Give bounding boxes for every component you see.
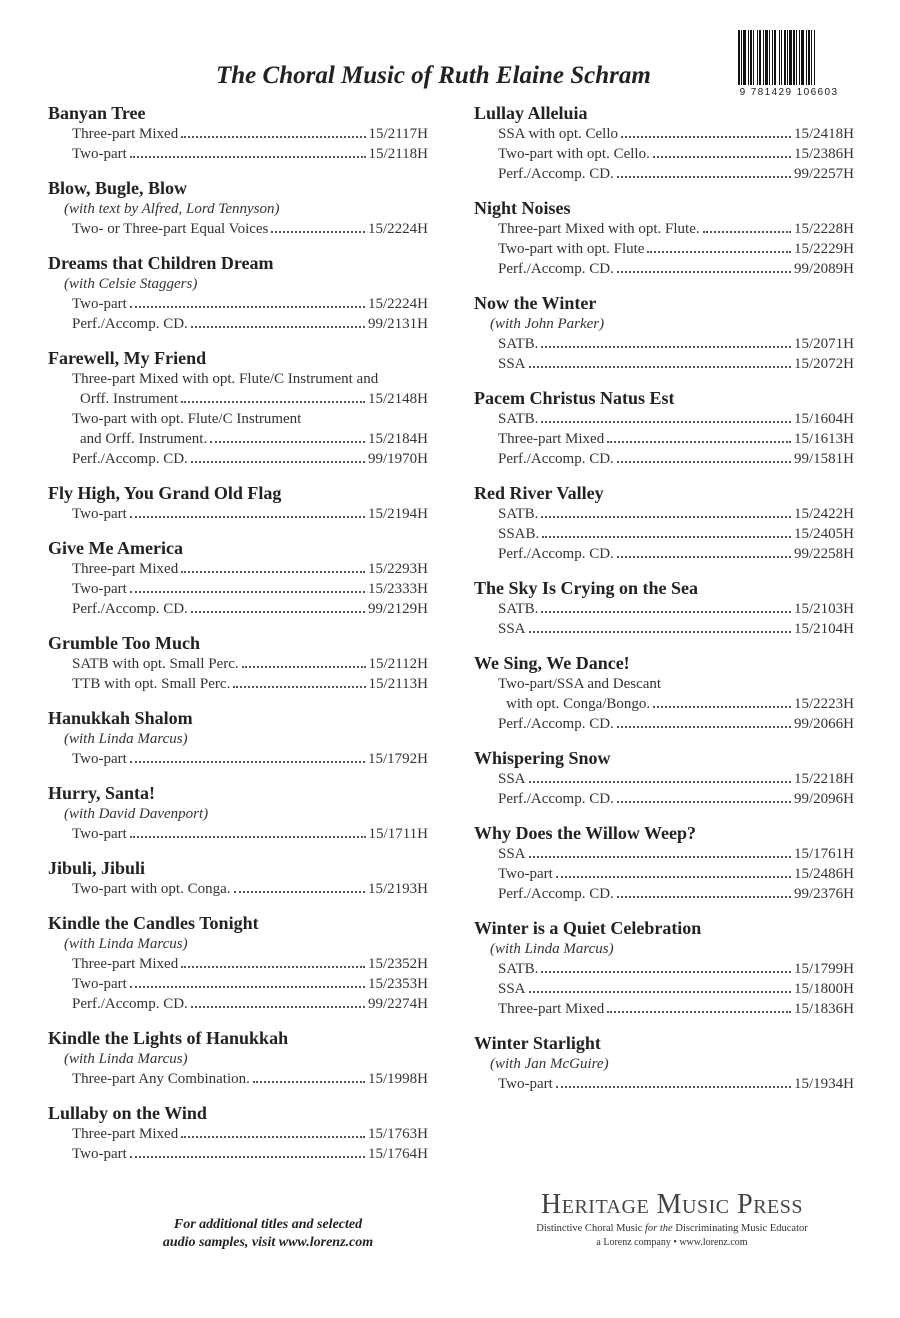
voicing-label: Perf./Accomp. CD. — [498, 261, 614, 277]
voicing-label: Perf./Accomp. CD. — [72, 601, 188, 617]
dot-leader — [181, 1136, 365, 1138]
product-number: 15/1763H — [368, 1126, 428, 1142]
product-number: 15/2148H — [368, 391, 428, 407]
title-block — [48, 103, 428, 164]
song-title: Farewell, My Friend — [48, 348, 207, 368]
voicing-label: SSA — [498, 981, 526, 997]
voicing-label: SATB. — [498, 506, 539, 522]
section-gap — [474, 374, 854, 388]
song-title: Fly High, You Grand Old Flag — [48, 483, 282, 503]
song-title: Pacem Christus Natus Est — [474, 388, 675, 408]
product-number: 15/2405H — [794, 526, 854, 542]
section-gap — [48, 524, 428, 538]
product-number: 15/1604H — [794, 411, 854, 427]
product-number: 15/2117H — [368, 126, 428, 142]
song-title: Whispering Snow — [474, 748, 611, 768]
song-title: Winter Starlight — [474, 1033, 601, 1053]
product-number: 15/2333H — [368, 581, 428, 597]
product-number: 15/1764H — [368, 1146, 428, 1162]
edition-row — [474, 354, 854, 374]
product-number: 15/1799H — [794, 961, 854, 977]
product-number: 99/1581H — [794, 451, 854, 467]
product-number: 15/1836H — [794, 1001, 854, 1017]
voicing-label: Two-part — [72, 1146, 127, 1162]
title-block — [474, 748, 854, 809]
edition-row — [474, 864, 854, 884]
publisher-name: Heritage Music Press — [541, 1189, 803, 1220]
section-gap — [474, 809, 854, 823]
edition-row — [48, 579, 428, 599]
edition-row — [48, 654, 428, 674]
footer-note-line-2: audio samples, visit www.lorenz.com — [162, 1235, 374, 1250]
dot-leader — [607, 441, 791, 443]
edition-row — [48, 954, 428, 974]
song-title: Winter is a Quiet Celebration — [474, 918, 702, 938]
collaborator-note: (with Linda Marcus) — [490, 941, 614, 957]
dot-leader — [191, 461, 365, 463]
voicing-label: Three-part Mixed — [72, 1126, 179, 1142]
title-block — [474, 388, 854, 469]
voicing-label: SATB. — [498, 336, 539, 352]
edition-row — [474, 219, 854, 239]
voicing-label-line: Three-part Mixed with opt. Flute/C Instrument and — [72, 371, 379, 387]
voicing-label: SATB with opt. Small Perc. — [72, 656, 239, 672]
dot-leader — [130, 516, 365, 518]
edition-row — [474, 959, 854, 979]
dot-leader — [234, 891, 365, 893]
collaborator-note: (with David Davenport) — [64, 806, 209, 822]
right-column — [474, 103, 854, 1094]
dot-leader — [542, 536, 791, 538]
song-title: Blow, Bugle, Blow — [48, 178, 188, 198]
voicing-label: SATB. — [498, 961, 539, 977]
song-title: The Sky Is Crying on the Sea — [474, 578, 699, 598]
title-block — [474, 823, 854, 904]
dot-leader — [617, 271, 791, 273]
song-title: Hanukkah Shalom — [48, 708, 193, 728]
product-number: 15/2418H — [794, 126, 854, 142]
dot-leader — [653, 706, 791, 708]
song-title: Give Me America — [48, 538, 183, 558]
product-number: 99/2096H — [794, 791, 854, 807]
title-block — [474, 653, 854, 734]
edition-row — [48, 1069, 428, 1089]
edition-row — [48, 674, 428, 694]
barcode-bar — [814, 30, 815, 85]
edition-row — [474, 144, 854, 164]
voicing-label: Two-part — [72, 296, 127, 312]
dot-leader — [617, 176, 791, 178]
voicing-label: and Orff. Instrument. — [80, 431, 208, 447]
product-number: 99/2131H — [368, 316, 428, 332]
publisher-logo — [512, 1188, 832, 1249]
dot-leader — [529, 991, 791, 993]
voicing-label: Two-part with opt. Flute — [498, 241, 645, 257]
section-gap — [48, 769, 428, 783]
dot-leader — [621, 136, 791, 138]
edition-row — [48, 1144, 428, 1164]
product-number: 15/2223H — [794, 696, 854, 712]
voicing-label: Two- or Three-part Equal Voices — [72, 221, 269, 237]
voicing-label: SATB. — [498, 601, 539, 617]
product-number: 15/1613H — [794, 431, 854, 447]
product-number: 15/2353H — [368, 976, 428, 992]
product-number: 15/2228H — [794, 221, 854, 237]
section-gap — [48, 899, 428, 913]
product-number: 15/2193H — [368, 881, 428, 897]
collaborator-note: (with Celsie Staggers) — [64, 276, 198, 292]
left-column — [48, 103, 428, 1164]
dot-leader — [191, 326, 365, 328]
title-block — [474, 918, 854, 1019]
voicing-label: Three-part Mixed — [72, 126, 179, 142]
voicing-label: SATB. — [498, 411, 539, 427]
edition-row — [48, 389, 428, 409]
song-title: Kindle the Candles Tonight — [48, 913, 259, 933]
product-number: 15/2072H — [794, 356, 854, 372]
section-gap — [48, 844, 428, 858]
section-gap — [48, 619, 428, 633]
barcode-number: 9 781429 106603 — [739, 87, 839, 98]
dot-leader — [253, 1081, 365, 1083]
product-number: 15/2486H — [794, 866, 854, 882]
voicing-label: Three-part Mixed — [72, 561, 179, 577]
voicing-label: Two-part — [72, 146, 127, 162]
dot-leader — [130, 836, 366, 838]
dot-leader — [181, 966, 365, 968]
voicing-label: Perf./Accomp. CD. — [72, 451, 188, 467]
song-title: Red River Valley — [474, 483, 604, 503]
section-gap — [48, 164, 428, 178]
product-number: 15/2224H — [368, 296, 428, 312]
voicing-label: Three-part Mixed with opt. Flute. — [498, 221, 700, 237]
voicing-label: Perf./Accomp. CD. — [498, 716, 614, 732]
edition-row — [48, 559, 428, 579]
voicing-label: Perf./Accomp. CD. — [72, 996, 188, 1012]
voicing-label: Two-part with opt. Conga. — [72, 881, 231, 897]
footer-note-line-1: For additional titles and selected — [173, 1217, 363, 1232]
product-number: 15/2103H — [794, 601, 854, 617]
edition-row — [48, 429, 428, 449]
edition-row — [474, 239, 854, 259]
voicing-label: with opt. Conga/Bongo. — [506, 696, 651, 712]
section-gap — [474, 279, 854, 293]
section-gap — [48, 239, 428, 253]
title-block — [48, 253, 428, 334]
edition-row — [48, 124, 428, 144]
section-gap — [48, 334, 428, 348]
dot-leader — [556, 876, 791, 878]
dot-leader — [181, 136, 365, 138]
edition-row — [474, 884, 854, 904]
voicing-label: Three-part Mixed — [72, 956, 179, 972]
edition-row — [474, 409, 854, 429]
publisher-tagline-em: for the — [645, 1223, 673, 1234]
product-number: 15/2118H — [368, 146, 428, 162]
dot-leader — [130, 591, 365, 593]
edition-row — [474, 844, 854, 864]
dot-leader — [703, 231, 791, 233]
product-number: 15/1934H — [794, 1076, 854, 1092]
dot-leader — [191, 1006, 365, 1008]
voicing-label: Three-part Mixed — [498, 431, 605, 447]
song-title: Dreams that Children Dream — [48, 253, 274, 273]
edition-row — [48, 994, 428, 1014]
dot-leader — [653, 156, 791, 158]
dot-leader — [529, 631, 791, 633]
dot-leader — [130, 1156, 365, 1158]
voicing-label-line: Two-part with opt. Flute/C Instrument — [72, 411, 302, 427]
edition-row — [48, 1124, 428, 1144]
barcode-bars — [738, 30, 840, 85]
edition-row — [474, 124, 854, 144]
collaborator-note: (with Linda Marcus) — [64, 1051, 188, 1067]
edition-row — [48, 294, 428, 314]
edition-row — [474, 524, 854, 544]
product-number: 15/2112H — [368, 656, 428, 672]
section-gap — [474, 184, 854, 198]
section-gap — [48, 469, 428, 483]
edition-row — [474, 599, 854, 619]
product-number: 15/1792H — [368, 751, 428, 767]
dot-leader — [271, 231, 365, 233]
voicing-label: Perf./Accomp. CD. — [498, 791, 614, 807]
dot-leader — [617, 801, 791, 803]
dot-leader — [529, 856, 791, 858]
title-block — [48, 1028, 428, 1089]
product-number: 99/2274H — [368, 996, 428, 1012]
voicing-label: SSA — [498, 621, 526, 637]
voicing-label-line: Two-part/SSA and Descant — [498, 676, 662, 692]
edition-row — [48, 219, 428, 239]
title-block — [48, 538, 428, 619]
dot-leader — [541, 516, 791, 518]
dot-leader — [130, 761, 365, 763]
product-number: 99/2066H — [794, 716, 854, 732]
product-number: 15/2422H — [794, 506, 854, 522]
dot-leader — [181, 401, 365, 403]
product-number: 15/1711H — [368, 826, 428, 842]
product-number: 15/2071H — [794, 336, 854, 352]
collaborator-note: (with Linda Marcus) — [64, 936, 188, 952]
title-block — [48, 783, 428, 844]
publisher-tagline-start: Distinctive Choral Music — [536, 1223, 646, 1234]
edition-row — [48, 449, 428, 469]
song-title: Why Does the Willow Weep? — [474, 823, 697, 843]
edition-row — [48, 974, 428, 994]
edition-row — [48, 504, 428, 524]
edition-row — [474, 769, 854, 789]
section-gap — [474, 904, 854, 918]
dot-leader — [617, 556, 791, 558]
edition-row — [474, 334, 854, 354]
section-gap — [474, 564, 854, 578]
voicing-label: Perf./Accomp. CD. — [72, 316, 188, 332]
dot-leader — [529, 781, 791, 783]
voicing-label: Two-part — [72, 506, 127, 522]
dot-leader — [541, 421, 791, 423]
edition-row — [474, 1074, 854, 1094]
dot-leader — [647, 251, 791, 253]
edition-row — [474, 429, 854, 449]
edition-row — [48, 314, 428, 334]
edition-row — [474, 164, 854, 184]
product-number: 99/2258H — [794, 546, 854, 562]
page-title: The Choral Music of Ruth Elaine Schram — [216, 62, 651, 89]
section-gap — [48, 1089, 428, 1103]
dot-leader — [541, 611, 791, 613]
product-number: 15/2113H — [368, 676, 428, 692]
voicing-label: Two-part — [72, 826, 127, 842]
song-title: Banyan Tree — [48, 103, 146, 123]
title-block — [48, 858, 428, 899]
voicing-label: Perf./Accomp. CD. — [498, 886, 614, 902]
song-title: Lullay Alleluia — [474, 103, 588, 123]
dot-leader — [541, 346, 791, 348]
title-block — [48, 633, 428, 694]
edition-row — [474, 714, 854, 734]
voicing-label: Two-part — [72, 751, 127, 767]
publisher-tagline — [512, 1222, 832, 1236]
voicing-label: TTB with opt. Small Perc. — [72, 676, 231, 692]
title-block — [48, 483, 428, 524]
product-number: 15/2184H — [368, 431, 428, 447]
dot-leader — [607, 1011, 791, 1013]
edition-row — [474, 789, 854, 809]
song-title: Lullaby on the Wind — [48, 1103, 207, 1123]
edition-row — [48, 144, 428, 164]
dot-leader — [556, 1086, 791, 1088]
title-block — [474, 293, 854, 374]
title-block — [474, 1033, 854, 1094]
dot-leader — [617, 461, 791, 463]
edition-row — [474, 999, 854, 1019]
song-title: Jibuli, Jibuli — [48, 858, 146, 878]
product-number: 99/2129H — [368, 601, 428, 617]
dot-leader — [130, 156, 366, 158]
product-number: 15/2104H — [794, 621, 854, 637]
title-block — [48, 913, 428, 1014]
edition-row — [474, 504, 854, 524]
collaborator-note: (with John Parker) — [490, 316, 605, 332]
voicing-label: Orff. Instrument — [80, 391, 179, 407]
edition-row — [474, 544, 854, 564]
product-number: 99/2376H — [794, 886, 854, 902]
publisher-tagline-end: Discriminating Music Educator — [672, 1223, 808, 1234]
edition-row — [474, 619, 854, 639]
voicing-label: SSA — [498, 356, 526, 372]
footer-note — [108, 1216, 428, 1252]
edition-row — [48, 599, 428, 619]
collaborator-note: (with text by Alfred, Lord Tennyson) — [64, 201, 280, 217]
edition-row — [474, 259, 854, 279]
product-number: 15/2293H — [368, 561, 428, 577]
edition-row — [48, 749, 428, 769]
title-block — [474, 103, 854, 184]
song-title: We Sing, We Dance! — [474, 653, 630, 673]
voicing-label: Two-part — [498, 1076, 553, 1092]
collaborator-note: (with Linda Marcus) — [64, 731, 188, 747]
voicing-label: SSA with opt. Cello — [498, 126, 619, 142]
dot-leader — [541, 971, 791, 973]
dot-leader — [233, 686, 365, 688]
edition-row — [474, 694, 854, 714]
voicing-label: Two-part — [72, 581, 127, 597]
voicing-label: Two-part — [498, 866, 553, 882]
voicing-label: Perf./Accomp. CD. — [498, 546, 614, 562]
title-block — [474, 578, 854, 639]
song-title: Hurry, Santa! — [48, 783, 156, 803]
title-block — [474, 483, 854, 564]
voicing-label: Three-part Mixed — [498, 1001, 605, 1017]
voicing-label: Three-part Any Combination. — [72, 1071, 250, 1087]
product-number: 99/2089H — [794, 261, 854, 277]
section-gap — [48, 694, 428, 708]
edition-row — [474, 979, 854, 999]
song-title: Night Noises — [474, 198, 571, 218]
song-title: Grumble Too Much — [48, 633, 201, 653]
voicing-label: Two-part with opt. Cello. — [498, 146, 650, 162]
product-number: 15/2229H — [794, 241, 854, 257]
product-number: 15/2386H — [794, 146, 854, 162]
dot-leader — [181, 571, 365, 573]
dot-leader — [617, 726, 791, 728]
dot-leader — [242, 666, 366, 668]
song-title: Kindle the Lights of Hanukkah — [48, 1028, 289, 1048]
product-number: 99/2257H — [794, 166, 854, 182]
edition-row — [48, 824, 428, 844]
product-number: 99/1970H — [368, 451, 428, 467]
product-number: 15/2352H — [368, 956, 428, 972]
song-title: Now the Winter — [474, 293, 597, 313]
product-number: 15/2194H — [368, 506, 428, 522]
title-block — [48, 708, 428, 769]
product-number: 15/1998H — [368, 1071, 428, 1087]
edition-row — [48, 879, 428, 899]
product-number: 15/1800H — [794, 981, 854, 997]
title-block — [48, 1103, 428, 1164]
section-gap — [474, 639, 854, 653]
section-gap — [474, 734, 854, 748]
voicing-label: Perf./Accomp. CD. — [498, 451, 614, 467]
edition-row — [474, 449, 854, 469]
dot-leader — [130, 986, 365, 988]
voicing-label: Perf./Accomp. CD. — [498, 166, 614, 182]
product-number: 15/2218H — [794, 771, 854, 787]
title-block — [474, 198, 854, 279]
section-gap — [474, 469, 854, 483]
dot-leader — [191, 611, 365, 613]
product-number: 15/2224H — [368, 221, 428, 237]
section-gap — [474, 1019, 854, 1033]
dot-leader — [210, 441, 365, 443]
voicing-label: SSA — [498, 771, 526, 787]
dot-leader — [130, 306, 365, 308]
product-number: 15/1761H — [794, 846, 854, 862]
barcode — [736, 30, 842, 98]
voicing-label: SSAB. — [498, 526, 540, 542]
section-gap — [48, 1014, 428, 1028]
dot-leader — [529, 366, 791, 368]
voicing-label: SSA — [498, 846, 526, 862]
publisher-company-line: a Lorenz company • www.lorenz.com — [596, 1237, 748, 1248]
collaborator-note: (with Jan McGuire) — [490, 1056, 609, 1072]
title-block — [48, 178, 428, 239]
voicing-label: Two-part — [72, 976, 127, 992]
title-block — [48, 348, 428, 469]
dot-leader — [617, 896, 791, 898]
